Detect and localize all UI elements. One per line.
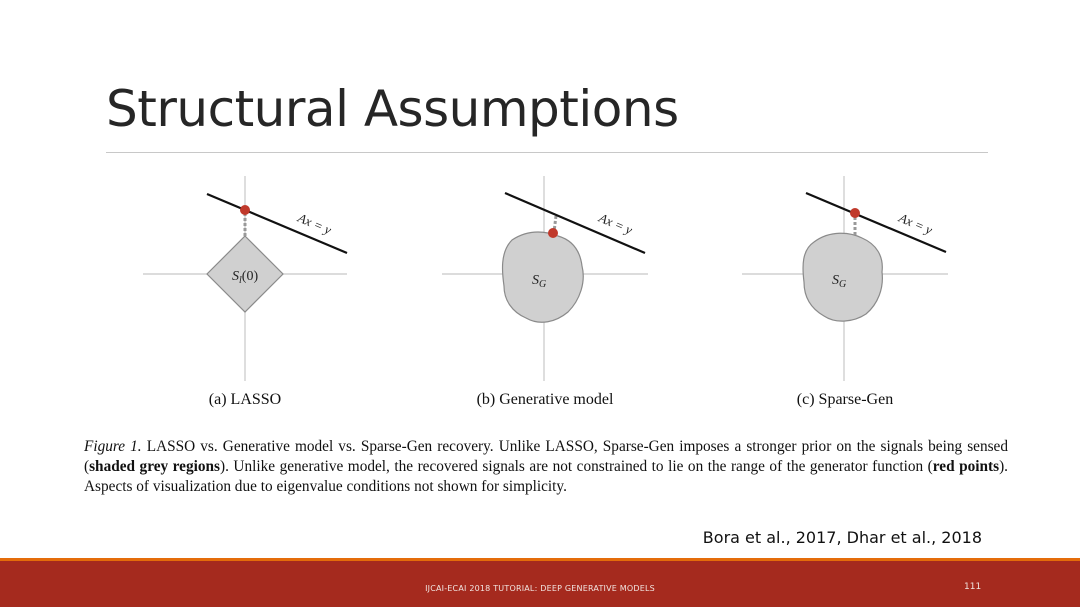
recovered-point [850, 208, 860, 218]
panel-lasso [143, 176, 347, 381]
caption-figure-ref: Figure 1. [84, 438, 142, 455]
generator-range-region [502, 232, 583, 322]
caption-text-1: LASSO vs. Generative model vs. Sparse-Gen recovery. Unlike LASSO, Sparse-Gen imposes a stronger prior on the signals being sensed ( [84, 438, 1008, 475]
caption-bold-2: red points [932, 458, 1000, 475]
caption-bold-1: shaded grey regions [89, 458, 220, 475]
recovered-point [548, 228, 558, 238]
panel-sparse-gen [742, 176, 948, 381]
constraint-line-label: Ax = y [896, 209, 935, 238]
slide-title: Structural Assumptions [106, 80, 679, 138]
panel-generative-model [442, 176, 648, 381]
recovered-point [240, 205, 250, 215]
citation: Bora et al., 2017, Dhar et al., 2018 [702, 528, 982, 547]
region-label: $S_l(0)$ [232, 269, 259, 286]
footer-text: IJCAI-ECAI 2018 TUTORIAL: DEEP GENERATIVE MODELS [425, 584, 655, 593]
constraint-line-label: Ax = y [295, 209, 334, 238]
panel-label-sparse-gen: (c) Sparse-Gen [796, 391, 894, 408]
panel-label-generative-model: (b) Generative model [476, 391, 614, 408]
caption-text-3: ). Aspects of visualization due to eigenvalue conditions not shown for simplicity. [84, 458, 1008, 495]
page-number: 111 [964, 582, 982, 592]
figure-caption [84, 437, 1008, 497]
region-label: $S_G$ [832, 273, 847, 290]
constraint-line-label: Ax = y [596, 209, 635, 238]
panel-label-lasso: (a) LASSO [208, 391, 282, 408]
region-label: $S_G$ [532, 273, 547, 290]
caption-text-2: ). Unlike generative model, the recovered signals are not constrained to lie on the range of the generator function ( [219, 458, 933, 475]
sparse-gen-region [803, 233, 882, 321]
